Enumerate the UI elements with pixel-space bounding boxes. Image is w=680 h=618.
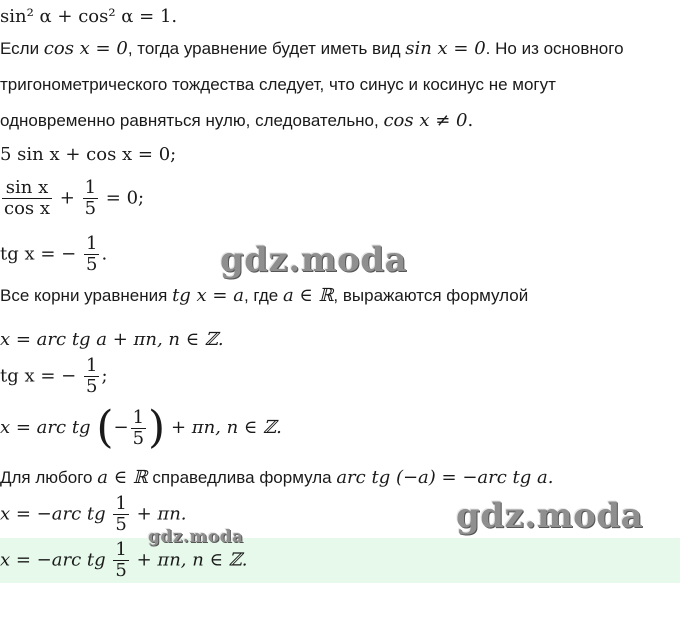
fraction-numerator: 1 [84, 177, 97, 198]
equation-tail: + πn. [136, 503, 187, 525]
equation-tail: . [101, 243, 108, 265]
tangent-line [0, 234, 107, 275]
fraction-one-fifth [84, 234, 99, 275]
math-sin-zero: sin x = 0 [405, 38, 486, 59]
fraction-denominator: 5 [84, 198, 97, 219]
math-a-in-r: a ∈ ℝ [97, 467, 148, 488]
fraction-numerator: sin x [2, 178, 52, 199]
fraction-sin-cos [2, 178, 52, 219]
equation-tail: = 0; [105, 187, 145, 209]
math-tg-equals-a: tg x = a [172, 285, 244, 306]
math-a-in-r: a ∈ ℝ [282, 285, 334, 306]
watermark-logo: gdz.moda [456, 496, 644, 536]
equation-lhs: x = −arc tg [0, 503, 106, 525]
fraction-denominator: 5 [115, 514, 127, 535]
left-paren: ( [96, 402, 114, 453]
fraction-numerator: 1 [85, 355, 98, 376]
equation: 5 sin x + cos x = 0; [0, 144, 177, 165]
fraction-numerator: 1 [85, 233, 98, 254]
general-formula: x = arc tg a + πn, n ∈ ℤ. [0, 329, 224, 350]
identity-formula: sin² α + cos² α = 1. [0, 6, 178, 27]
fraction-one-fifth [83, 178, 98, 219]
equation-tail: ; [101, 365, 108, 387]
fraction-numerator: 1 [132, 406, 145, 428]
text-fragment: , тогда уравнение будет иметь вид [127, 39, 406, 58]
watermark-logo: gdz.moda [220, 240, 408, 280]
text-line-odd-property [0, 466, 553, 490]
fraction-denominator: 5 [85, 376, 98, 397]
general-formula-line [0, 328, 224, 352]
text-line-cos-zero [0, 37, 624, 61]
fraction-denominator: 5 [132, 427, 145, 449]
minus-sign: − [113, 417, 129, 438]
text-fragment: Все корни уравнения [0, 286, 173, 305]
text-fragment: одновременно равняться нулю, следовательно, [0, 111, 384, 130]
math-arctg-odd: arc tg (−a) = −arc tg a. [336, 467, 554, 488]
equation-lhs: x = −arc tg [0, 549, 106, 571]
equation-lhs: tg x = − [0, 365, 77, 387]
tangent-line-2 [0, 356, 108, 397]
math-cos-nonzero: cos x ≠ 0 [383, 110, 468, 131]
math-cos-zero: cos x = 0 [43, 38, 128, 59]
text-line-conclusion [0, 109, 473, 133]
final-answer: + πn, n ∈ ℤ. [136, 549, 248, 571]
identity-line [0, 5, 177, 29]
watermark-logo: gdz.moda [148, 527, 244, 547]
equation-lhs: x = arc tg [0, 417, 91, 438]
fraction-equation-line [0, 178, 144, 219]
fraction-denominator: 5 [115, 560, 127, 581]
arctg-solution-line [0, 402, 282, 453]
text-line-identity [0, 73, 556, 97]
text-fragment: Для любого [0, 468, 98, 487]
text-line-roots [0, 284, 528, 308]
text-fragment: Если [0, 39, 44, 58]
final-answer-line [0, 540, 247, 581]
right-paren: ) [148, 402, 166, 453]
fraction-one-fifth [84, 356, 99, 397]
fraction-denominator: 5 [85, 254, 98, 275]
equation-line [0, 143, 176, 167]
fraction-one-fifth [113, 494, 128, 535]
equation-tail: + πn, n ∈ ℤ. [170, 417, 282, 438]
fraction-one-fifth [113, 540, 128, 581]
fraction-denominator: cos x [4, 198, 51, 219]
equation-lhs: tg x = − [0, 243, 77, 265]
text-fragment: . Но из основного [485, 39, 624, 58]
fraction-numerator: 1 [115, 539, 127, 560]
text-fragment: , где [243, 286, 283, 305]
text-fragment: , выражаются формулой [333, 286, 529, 305]
fraction-one-fifth [131, 408, 146, 449]
text-fragment: тригонометрического тождества следует, что синус и косинус не могут [0, 75, 556, 94]
plus-sign: + [59, 187, 75, 209]
text-fragment: . [467, 110, 474, 131]
text-fragment: справедлива формула [147, 468, 337, 487]
fraction-numerator: 1 [115, 493, 127, 514]
